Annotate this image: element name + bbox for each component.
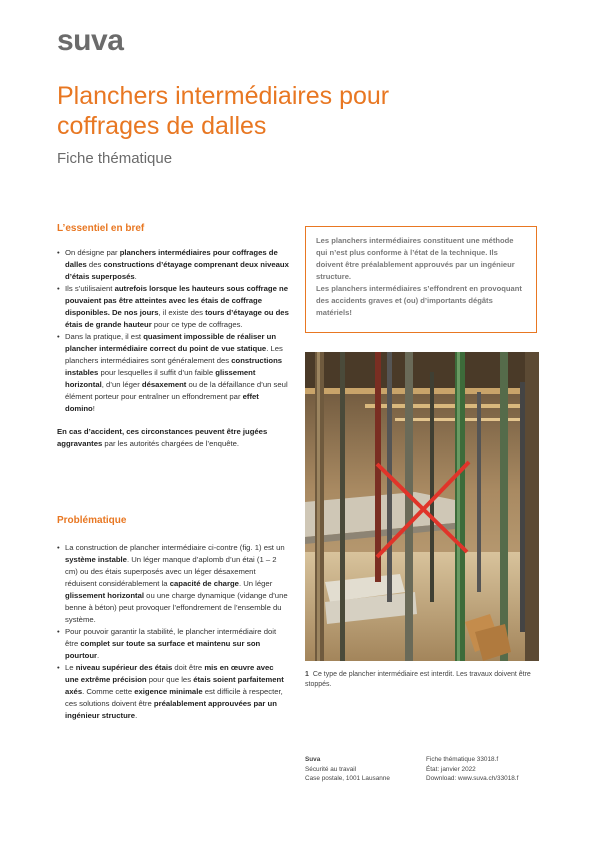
suva-logo: suva — [57, 24, 124, 57]
section-essentiel-body — [57, 247, 289, 450]
section-heading-essentiel: L’essentiel en bref — [57, 223, 145, 234]
photo-illustration — [305, 352, 539, 661]
figure-number: 1 — [305, 671, 309, 678]
footer-dept: Sécurité au travail — [305, 765, 357, 773]
warning-box — [305, 226, 537, 333]
essentiel-bullet-1: • On désigne par planchers intermédiaires pour coffrages de dalles des constructions d’étayage comprenant deux niveaux d’étais superposés. — [57, 247, 289, 283]
figure-photo — [305, 352, 539, 661]
problematique-bullet-3: • Le niveau supérieur des étais doit être mis en œuvre avec une extrême précision pour que les étais soient parfaitement axés. Comme cette exigence minimale est difficile à respecter, ces solutions doivent être préalablement approuvées par un ingénieur structure. — [57, 662, 289, 722]
footer-reference — [426, 755, 518, 784]
footer-postbox: Case postale, 1001 Lausanne — [305, 775, 390, 782]
page-subtitle: Fiche thématique — [57, 150, 173, 167]
footer-org: Suva — [305, 756, 321, 763]
title-line-2: coffrages de dalles — [57, 112, 267, 140]
warning-text-2: Les planchers intermédiaires s’effondrent en provoquant des accidents graves et (ou) d’importants dégâts matériels! — [316, 284, 522, 317]
problematique-bullet-list — [57, 542, 289, 722]
section-problematique-body — [57, 542, 289, 722]
footer-ref: Fiche thématique 33018.f — [426, 756, 499, 763]
essentiel-bullet-2: • Ils s’utilisaient autrefois lorsque les hauteurs sous coffrage ne pouvaient pas être atteintes avec les étais de coffrage disponibles. De nos jours, il existe des tours d’étayage ou des étais de grande hauteur pour ce type de coffrages. — [57, 283, 289, 331]
figure-caption — [305, 670, 537, 690]
figure-caption-text: Ce type de plancher intermédiaire est interdit. Les travaux doivent être stoppés. — [305, 671, 531, 688]
problematique-bullet-2: • Pour pouvoir garantir la stabilité, le plancher intermédiaire doit être complet sur toute sa surface et maintenu sur son pourtour. — [57, 626, 289, 662]
footer-download-link[interactable]: Download: www.suva.ch/33018.f — [426, 775, 519, 782]
warning-text-1: Les planchers intermédiaires constituent une méthode qui n’est plus conforme à l’état de la technique. Ils doivent être préalablement approuvés par un ingénieur structure. — [316, 236, 515, 281]
footer-status: État: janvier 2022 — [426, 765, 476, 773]
essentiel-bullet-list — [57, 247, 289, 415]
footer-address — [305, 755, 390, 784]
title-line-1: Planchers intermédiaires pour — [57, 82, 390, 110]
section-heading-problematique: Problématique — [57, 515, 127, 526]
problematique-bullet-1: • La construction de plancher intermédiaire ci-contre (fig. 1) est un système instable. Un léger manque d’aplomb d’un étai (1 – 2 cm) ou des étais superposés avec un léger désaxement réduisent considérablement la capacité de charge. Un léger glissement horizontal ou une charge dynamique (vidange d’une benne à béton) peut provoquer l’effondrement de l’ensemble du système. — [57, 542, 289, 626]
essentiel-bullet-3: • Dans la pratique, il est quasiment impossible de réaliser un plancher intermédiaire correct du point de vue statique. Les planchers intermédiaires sont généralement des constructions instables pour lesquelles il suffit d’un faible glissement horizontal, d’un léger désaxement ou de la défaillance d’un seul élément porteur pour entraîner un effondrement par effet domino! — [57, 331, 289, 415]
page-title — [57, 81, 477, 141]
essentiel-paragraph: En cas d’accident, ces circonstances peuvent être jugées aggravantes par les autorités chargées de l’enquête. — [57, 427, 268, 448]
